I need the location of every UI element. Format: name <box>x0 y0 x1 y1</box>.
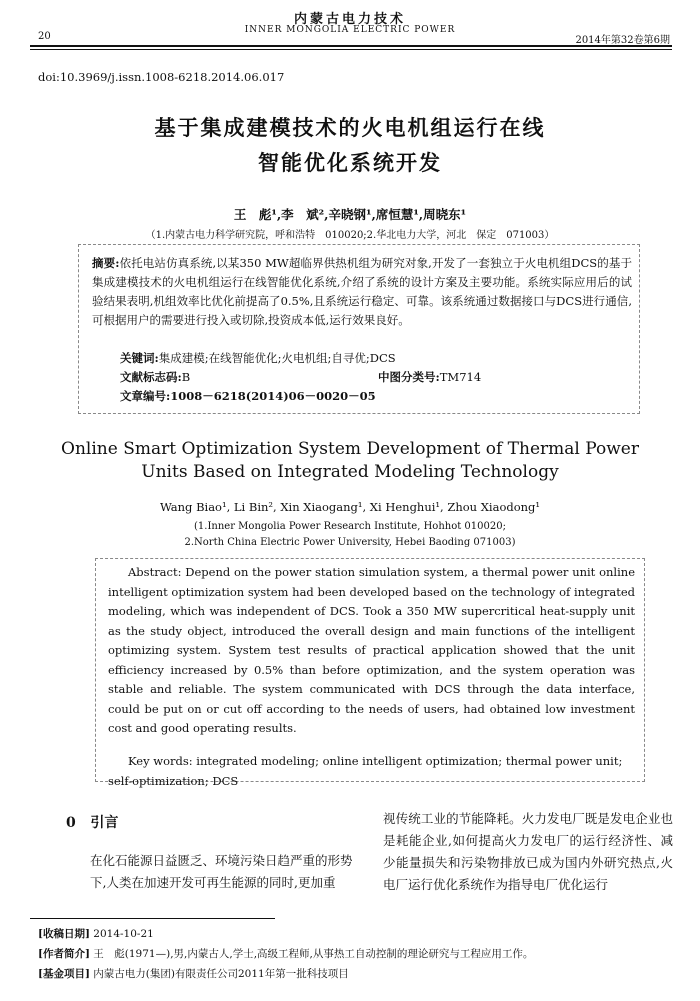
footnote-fund-text: 内蒙古电力(集团)有限责任公司2011年第一批科技项目 <box>89 968 349 980</box>
abstract-cn-text: 依托电站仿真系统,以某350 MW超临界供热机组为研究对象,开发了一套独立于火电机组DCS的基于集成建模技术的火电机组运行在线智能优化系统,介绍了系统的设计方案及主要功能。系统实际应用后的试验结果表明,机组效率比优化前提高了0.5%,且系统运行稳定、可靠。该系统通过数据接口与DCS进行通信,可根据用户的需要进行投入或切除,投资成本低,运行效果良好。 <box>92 256 632 327</box>
footnote-fund-label: [基金项目] <box>38 968 90 980</box>
title-en-line-2: Units Based on Integrated Modeling Technology <box>141 462 559 482</box>
footnote-rule <box>30 918 275 919</box>
body-left-column: 在化石能源日益匮乏、环境污染日趋严重的形势下,人类在加速开发可再生能源的同时,更加重 <box>90 853 353 890</box>
keywords-cn <box>120 350 396 366</box>
title-cn-line-1: 基于集成建模技术的火电机组运行在线 <box>154 115 546 140</box>
body-right-column: 视传统工业的节能降耗。火力发电厂既是发电企业也是耗能企业,如何提高火力发电厂的运行经济性、减少能量损失和污染物排放已成为国内外研究热点,火电厂运行优化系统作为指导电厂优化运行 <box>383 811 673 892</box>
clc-number <box>378 369 481 385</box>
affiliation-en-line-1: (1.Inner Mongolia Power Research Institute, Hohhot 010020; <box>194 521 506 532</box>
footnote-received-label: [收稿日期] <box>38 928 90 940</box>
section-title: 引言 <box>90 815 119 831</box>
doi: doi:10.3969/j.issn.1008-6218.2014.06.017 <box>38 70 285 84</box>
header-rule <box>30 45 672 47</box>
abstract-en-label: Abstract: <box>128 565 182 579</box>
footnote-received-text: 2014-10-21 <box>89 928 154 940</box>
section-number: 0 <box>66 815 76 831</box>
article-no-text: 1008－6218(2014)06－0020－05 <box>170 389 376 403</box>
footnote-author-text: 王 彪(1971—),男,内蒙古人,学士,高级工程师,从事热工自动控制的理论研究与工程应用工作。 <box>89 948 534 960</box>
article-no-label: 文章编号: <box>120 389 171 403</box>
keywords-cn-label: 关键词: <box>120 351 159 365</box>
abstract-en-text: Depend on the power station simulation system, a thermal power unit online intelligent optimization system had been developed based on the technology of integrated modeling, which was independent of DCS. Took a 350 MW supercritical heat-supply unit as the study object, introduced the overall design and main functions of the intelligent optimizing system. System test results of practical application showed that the unit efficiency increased by 0.5% than before optimization, and the system operation was stable and reliable. The system communicated with DCS through the data interface, could be put on or cut off according to the needs of users, had obtained low investment cost and good operating results. <box>108 565 635 735</box>
footnote-fund <box>38 966 349 981</box>
authors-en: Wang Biao¹, Li Bin², Xin Xiaogang¹, Xi Henghui¹, Zhou Xiaodong¹ <box>159 500 541 514</box>
title-en-line-1: Online Smart Optimization System Development of Thermal Power <box>61 439 639 459</box>
abstract-cn <box>92 254 632 330</box>
title-cn-line-2: 智能优化系统开发 <box>258 150 442 175</box>
affiliation-cn: （1.内蒙古电力科学研究院，呼和浩特 010020;2.华北电力大学，河北 保定 071003） <box>145 230 555 241</box>
page-number: 20 <box>38 31 51 42</box>
doc-code-label: 文献标志码: <box>120 370 182 384</box>
journal-name-en: INNER MONGOLIA ELECTRIC POWER <box>244 25 456 35</box>
keywords-en-label: Key words: <box>128 754 193 768</box>
volume-issue: 2014年第32卷第6期 <box>575 35 670 46</box>
header-rule-thin <box>30 49 672 50</box>
footnote-received <box>38 926 154 941</box>
abstract-cn-label: 摘要: <box>92 256 120 270</box>
footnote-author <box>38 946 533 961</box>
doc-code <box>120 369 190 385</box>
keywords-en-text: integrated modeling; online intelligent optimization; thermal power unit; self-optimization; DCS <box>108 754 623 788</box>
authors-cn: 王 彪¹,李 斌²,辛晓钢¹,席恒慧¹,周晓东¹ <box>233 207 467 222</box>
footnote-author-label: [作者简介] <box>38 948 90 960</box>
keywords-cn-text: 集成建模;在线智能优化;火电机组;自寻优;DCS <box>158 351 396 365</box>
doc-code-text: B <box>181 370 191 384</box>
section-heading <box>66 812 118 832</box>
article-number <box>120 388 376 404</box>
affiliation-en-line-2: 2.North China Electric Power University, Hebei Baoding 071003) <box>184 537 516 548</box>
keywords-en <box>108 752 635 791</box>
clc-text: TM714 <box>439 370 482 384</box>
abstract-en <box>108 563 635 739</box>
clc-label: 中图分类号: <box>378 370 440 384</box>
journal-name-cn: 内蒙古电力技术 <box>293 12 406 27</box>
